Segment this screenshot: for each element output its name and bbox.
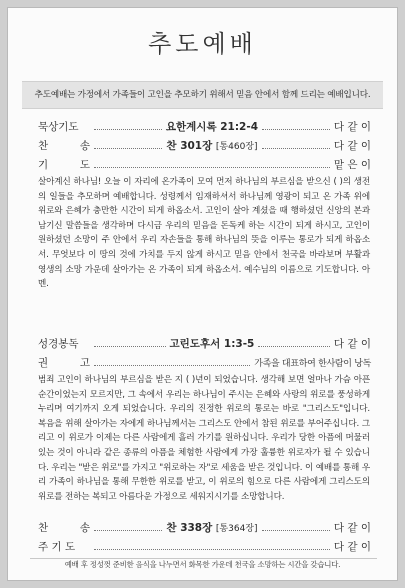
label-char: 송 — [79, 139, 90, 152]
leader-dots — [94, 123, 162, 130]
row-hymn-1 — [38, 136, 371, 154]
row-prayer — [38, 155, 371, 173]
leader-dots — [94, 359, 250, 366]
row-lords-prayer — [38, 537, 371, 555]
label-char: 기 — [38, 158, 49, 171]
worship-order-sheet — [7, 7, 398, 581]
leader-dots — [94, 524, 162, 531]
label-char: 송 — [79, 521, 90, 534]
leader-dots — [262, 123, 330, 130]
exhortation-text: 범죄 고인이 하나님의 부르심을 받은 지 ( )년이 되었습니다. 생각해 보면 얼마나 가슴 아픈 순간이었는지 모르지만, 그 속에서 우리는 하나님이 주시는 은혜와 사랑의 위로를 풍성하게 누리며 여기까지 오게 되었습니다. 우리의 진정한 위로의 통로는 바로 "그리스도"입니다. 복음을 위해 살아가는 자에게 하나님께서는 그리스도 안에서 참된 위로를 부어주십니다. 그리고 이 위로가 이제는 다른 사람에게 흘러 가기를 원하십니다. 우리가 당한 아픔에 머물러 있는 것이 아니라 같은 종류의 아픔을 체험한 사람에게 가장 훌륭한 위로자가 될 수 있습니다. 우리는 "받은 위로"를 가지고 "위로하는 자"로 세움을 받은 것입니다. 이 예배를 통해 우리 가족이 하나님을 통해 무한한 위로를 받고, 이 위로의 힘으로 다른 사람에게 그리스도의 위로를 전하는 복되고 아름다운 가정으로 세워지시기를 소망합니다. — [38, 375, 370, 502]
leader-dots — [94, 543, 330, 550]
leader-dots — [94, 161, 330, 168]
intro-band: 추도예배는 가정에서 가족들이 고인을 추모하기 위해서 믿음 안에서 함께 드리는 예배입니다. — [22, 81, 383, 109]
hymn-new-number: 찬 301장 — [166, 139, 213, 152]
leader-dots — [258, 340, 330, 347]
row-exhortation — [38, 353, 371, 371]
leader-dots — [262, 142, 330, 149]
row-invocation — [38, 117, 371, 135]
row-label: 주 기 도 — [38, 540, 76, 553]
participant: 다 같 이 — [333, 337, 371, 350]
participant-note: 가족을 대표하여 한사람이 낭독 — [254, 358, 371, 369]
hymn-new-number: 찬 338장 — [166, 521, 213, 534]
row-label — [38, 355, 90, 370]
hymn-old-number: [통460장] — [215, 141, 258, 152]
leader-dots — [94, 340, 166, 347]
footer-note: 예배 후 정성껏 준비한 음식을 나누면서 화목한 가운데 천국을 소망하는 시간을 갖습니다. — [64, 560, 341, 569]
leader-dots — [94, 142, 162, 149]
participant: 다 같 이 — [333, 120, 372, 133]
label-char: 찬 — [38, 139, 49, 152]
label-char: 도 — [79, 158, 90, 171]
leader-dots — [262, 524, 330, 531]
row-label — [38, 157, 90, 172]
label-char: 고 — [79, 356, 90, 369]
scripture-reference: 고린도후서 1:3-5 — [169, 337, 255, 350]
participant: 다 같 이 — [333, 540, 371, 553]
label-char: 권 — [38, 356, 49, 369]
row-label — [38, 520, 90, 535]
row-scripture-reading — [38, 334, 371, 352]
scripture-reference: 요한계시록 21:2-4 — [165, 120, 259, 133]
hymn-old-number: [통364장] — [215, 523, 258, 534]
label-char: 찬 — [38, 521, 49, 534]
hymn-number — [166, 520, 257, 535]
prayer-text: 살아계신 하나님! 오늘 이 자리에 온가족이 모여 먼저 하나님의 부르심을 받으신 ( )의 생전의 일들을 추모하며 예배합니다. 성령께서 임재하셔서 하나님께 영광이 되고 온 가족 위에 위로와 은혜가 충만한 시간이 되게 하옵소서. 고인이 살아 계셨을 때 행하셨던 신앙의 본과 남기신 말씀들을 생각하며 다시금 우리의 믿음을 돈독케 하는 시간이 되게 하시고, 고인이 원하셨던 소망이 주 안에서 우리 자손들을 통해 하나님의 뜻을 이루는 통로가 되게 하옵소서. 무엇보다 이 땅의 것에 가치를 두지 않게 하시고 믿음 안에서 천국을 바라보며 부활과 영생의 소망 가운데 살아가는 온 가족이 되게 하옵소서. 예수님의 이름으로 기도합니다. 아멘. — [38, 177, 370, 290]
hymn-number — [166, 138, 257, 153]
participant: 맡 은 이 — [333, 158, 371, 171]
row-label: 묵상기도 — [38, 120, 79, 133]
participant: 다 같 이 — [333, 139, 371, 152]
participant: 다 같 이 — [333, 521, 371, 534]
row-label: 성경봉독 — [38, 337, 79, 350]
row-label — [38, 138, 90, 153]
row-hymn-2 — [38, 518, 371, 536]
page-title: 추도예배 — [148, 30, 257, 58]
